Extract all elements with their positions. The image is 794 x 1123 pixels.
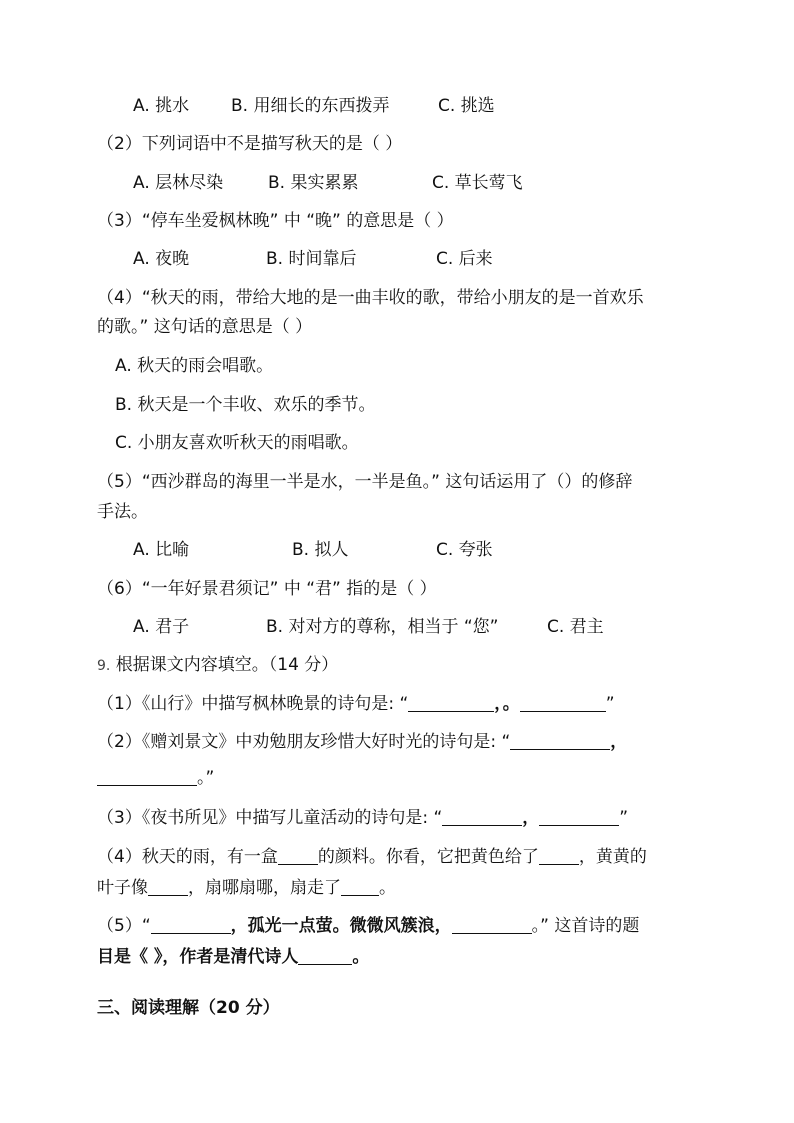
q6-stem: （6）“一年好景君须记” 中 “君” 指的是（ ） (97, 579, 437, 599)
answer-blank[interactable] (341, 877, 379, 896)
q5-stem-line1: （5）“西沙群岛的海里一半是水，一半是鱼。” 这句话运用了（）的修辞 (97, 472, 633, 492)
q9-sub4-f: 。 (379, 878, 396, 898)
q9-sub4-b: 的颜料。你看，它把黄色给了 (317, 847, 539, 867)
q4-option-c: C. 小朋友喜欢听秋天的雨唱歌。 (115, 433, 359, 453)
answer-blank[interactable] (298, 946, 352, 965)
q9-sub4-line1 (97, 845, 647, 869)
section-3-title: 三、阅读理解（20 分） (97, 998, 280, 1018)
q1-option-b: B. 用细长的东西拨弄 (231, 96, 390, 116)
q3-stem: （3）“停车坐爱枫林晚” 中 “晚” 的意思是（ ） (97, 211, 454, 231)
q9-sub2-prefix: （2）《赠刘景文》中劝勉朋友珍惜大好时光的诗句是: “ (97, 732, 511, 752)
q9-sub3-end: ” (619, 808, 629, 828)
q9-sub1-prefix: （1）《山行》中描写枫林晚景的诗句是: “ (97, 694, 409, 714)
q9-sub3 (97, 806, 628, 830)
q9-sub3-prefix: （3）《夜书所见》中描写儿童活动的诗句是: “ (97, 808, 443, 828)
q2-option-b: B. 果实累累 (268, 173, 359, 193)
q1-option-a: A. 挑水 (133, 96, 190, 116)
answer-blank[interactable] (510, 731, 610, 750)
q6-option-b: B. 对对方的尊称，相当于 “您” (266, 617, 499, 637)
q9-sub5-line1 (97, 914, 639, 938)
answer-blank[interactable] (539, 807, 619, 826)
answer-blank[interactable] (452, 915, 532, 934)
q1-option-c: C. 挑选 (438, 96, 495, 116)
q9-sub3-comma: ， (522, 808, 540, 828)
q9-sub1-end: ” (605, 694, 615, 714)
answer-blank[interactable] (539, 846, 579, 865)
q9-sub1-mid: ，。 (494, 694, 520, 714)
q9-sub4-a: （4）秋天的雨，有一盒 (97, 847, 278, 867)
q3-option-a: A. 夜晚 (133, 249, 190, 269)
q2-option-a: A. 层林尽染 (133, 173, 224, 193)
q9-sub5-e: 。 (352, 947, 370, 967)
q9-sub4-e: ，扇哪扇哪，扇走了 (188, 878, 341, 898)
q9-sub4-d: 叶子像 (97, 878, 148, 898)
q5-option-a: A. 比喻 (133, 540, 190, 560)
q9-sub2 (97, 730, 627, 754)
q9-sub5-c: 。” 这首诗的题 (531, 916, 640, 936)
q2-stem: （2）下列词语中不是描写秋天的是（ ） (97, 134, 403, 154)
q6-option-c: C. 君主 (547, 617, 604, 637)
q9-sub5-a: （5）“ (97, 916, 151, 936)
q4-option-a: A. 秋天的雨会唱歌。 (115, 356, 274, 376)
q9-sub4-line2 (97, 876, 396, 900)
q9-sub2-cont (97, 766, 214, 790)
q9-sub4-c: ，黄黄的 (578, 847, 647, 867)
q9-sub5-b: ，孤光一点萤。微微风簇浪， (230, 916, 452, 936)
answer-blank[interactable] (278, 846, 318, 865)
q5-option-c: C. 夸张 (436, 540, 493, 560)
q4-option-b: B. 秋天是一个丰收、欢乐的季节。 (115, 395, 376, 415)
answer-blank[interactable] (97, 767, 197, 786)
q9-number: 9. (97, 658, 111, 674)
answer-blank[interactable] (151, 915, 231, 934)
q5-option-b: B. 拟人 (292, 540, 349, 560)
answer-blank[interactable] (520, 693, 606, 712)
q4-stem-line2: 的歌。” 这句话的意思是（ ） (97, 317, 313, 337)
q9-title: 根据课文内容填空。（14 分） (115, 655, 339, 675)
q9-heading (97, 653, 338, 678)
answer-blank[interactable] (408, 693, 494, 712)
q9-sub5-line2 (97, 945, 369, 969)
q4-stem-line1: （4）“秋天的雨，带给大地的是一曲丰收的歌，带给小朋友的是一首欢乐 (97, 288, 644, 308)
q9-sub2-comma: ， (610, 732, 628, 752)
q3-option-b: B. 时间靠后 (266, 249, 357, 269)
q5-stem-line2: 手法。 (97, 502, 148, 522)
q2-option-c: C. 草长莺飞 (432, 173, 523, 193)
answer-blank[interactable] (442, 807, 522, 826)
q9-sub2-end: 。” (197, 768, 215, 788)
q3-option-c: C. 后来 (436, 249, 493, 269)
q9-sub1 (97, 692, 615, 716)
q9-sub5-d: 目是《 》，作者是清代诗人 (97, 947, 299, 967)
answer-blank[interactable] (148, 877, 188, 896)
q6-option-a: A. 君子 (133, 617, 190, 637)
